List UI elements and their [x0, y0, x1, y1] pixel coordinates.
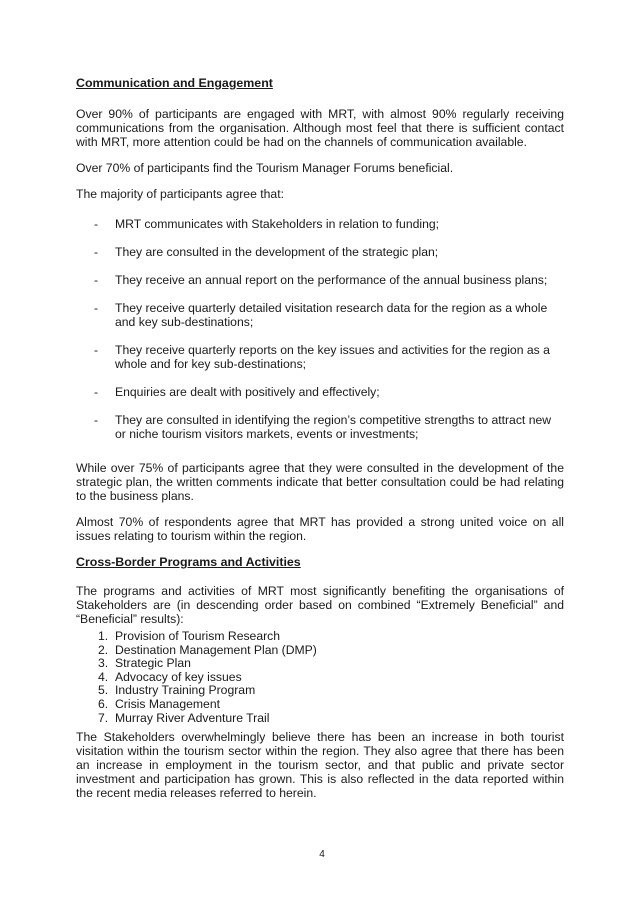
list-item-text: MRT communicates with Stakeholders in relation to funding; — [115, 217, 440, 231]
list-item-text: They are consulted in identifying the region’s competitive strengths to attract new or niche tourism visitors markets, events or investments; — [115, 413, 552, 441]
list-number: 3. — [98, 656, 109, 671]
list-item-text: They receive quarterly reports on the key issues and activities for the region as a whole and for key sub-destinations; — [115, 343, 550, 371]
dash-marker: - — [94, 217, 99, 231]
dash-marker: - — [94, 385, 99, 399]
list-item-text: Crisis Management — [115, 696, 220, 711]
list-item-text: Destination Management Plan (DMP) — [115, 642, 317, 657]
list-number: 6. — [98, 696, 109, 711]
list-item-text: Strategic Plan — [115, 656, 191, 671]
list-number: 4. — [98, 669, 109, 684]
list-item — [76, 301, 564, 329]
list-number: 5. — [98, 683, 109, 698]
list-number: 1. — [98, 629, 109, 643]
list-item-text: Enquiries are dealt with positively and effectively; — [115, 385, 380, 399]
dash-marker: - — [94, 273, 99, 287]
list-item — [76, 684, 564, 698]
list-number: 7. — [98, 710, 109, 725]
paragraph-programs-intro: The programs and activities of MRT most significantly benefiting the organisations of Stakeholders are (in descending order based on combined “Extremely Beneficial” and “Beneficial” results): — [76, 584, 564, 626]
agreement-list — [76, 217, 564, 441]
list-item — [76, 385, 564, 399]
list-item — [76, 657, 564, 671]
list-item — [76, 630, 564, 644]
list-item — [76, 671, 564, 685]
list-number: 2. — [98, 642, 109, 657]
list-item — [76, 698, 564, 712]
list-item-text: Advocacy of key issues — [115, 669, 242, 684]
list-item-text: They are consulted in the development of the strategic plan; — [115, 245, 439, 259]
list-item — [76, 644, 564, 658]
dash-marker: - — [94, 301, 99, 315]
programs-list — [76, 630, 564, 725]
paragraph-stakeholders-belief: The Stakeholders overwhelmingly believe there has been an increase in both tourist visitation within the tourism sector within the region. They also agree that there has been an increase in employment in the tourism sector, and that public and private sector investment and participation has grown. This is also reflected in the data reported within the recent media releases referred to herein. — [76, 730, 564, 801]
dash-marker: - — [94, 245, 99, 259]
list-item — [76, 273, 564, 287]
paragraph-engagement: Over 90% of participants are engaged with MRT, with almost 90% regularly receiving communications from the organisation. Although most feel that there is sufficient contact with MRT, more attention could be had on the channels of communication available. — [76, 107, 564, 149]
list-item — [76, 712, 564, 726]
dash-marker: - — [94, 343, 99, 357]
list-item — [76, 413, 564, 441]
list-item-text: They receive quarterly detailed visitation research data for the region as a whole and key sub-destinations; — [115, 301, 548, 329]
paragraph-strategic-plan: While over 75% of participants agree that they were consulted in the development of the strategic plan, the written comments indicate that better consultation could be had relating to the business plans. — [76, 461, 564, 503]
list-item-text: Murray River Adventure Trail — [115, 710, 270, 725]
page-number: 4 — [319, 849, 325, 860]
document-page — [76, 76, 564, 800]
paragraph-majority-intro: The majority of participants agree that: — [76, 187, 284, 201]
dash-marker: - — [94, 413, 99, 427]
paragraph-united-voice: Almost 70% of respondents agree that MRT has provided a strong united voice on all issues relating to tourism within the region. — [76, 515, 564, 543]
list-item-text: They receive an annual report on the performance of the annual business plans; — [115, 273, 548, 287]
list-item — [76, 245, 564, 259]
section-heading-communication: Communication and Engagement — [76, 76, 273, 90]
section-heading-programs: Cross-Border Programs and Activities — [76, 555, 301, 569]
list-item-text: Provision of Tourism Research — [115, 629, 281, 643]
paragraph-forums: Over 70% of participants find the Tourism Manager Forums beneficial. — [76, 161, 454, 175]
list-item — [76, 343, 564, 371]
list-item-text: Industry Training Program — [115, 683, 256, 698]
list-item — [76, 217, 564, 231]
